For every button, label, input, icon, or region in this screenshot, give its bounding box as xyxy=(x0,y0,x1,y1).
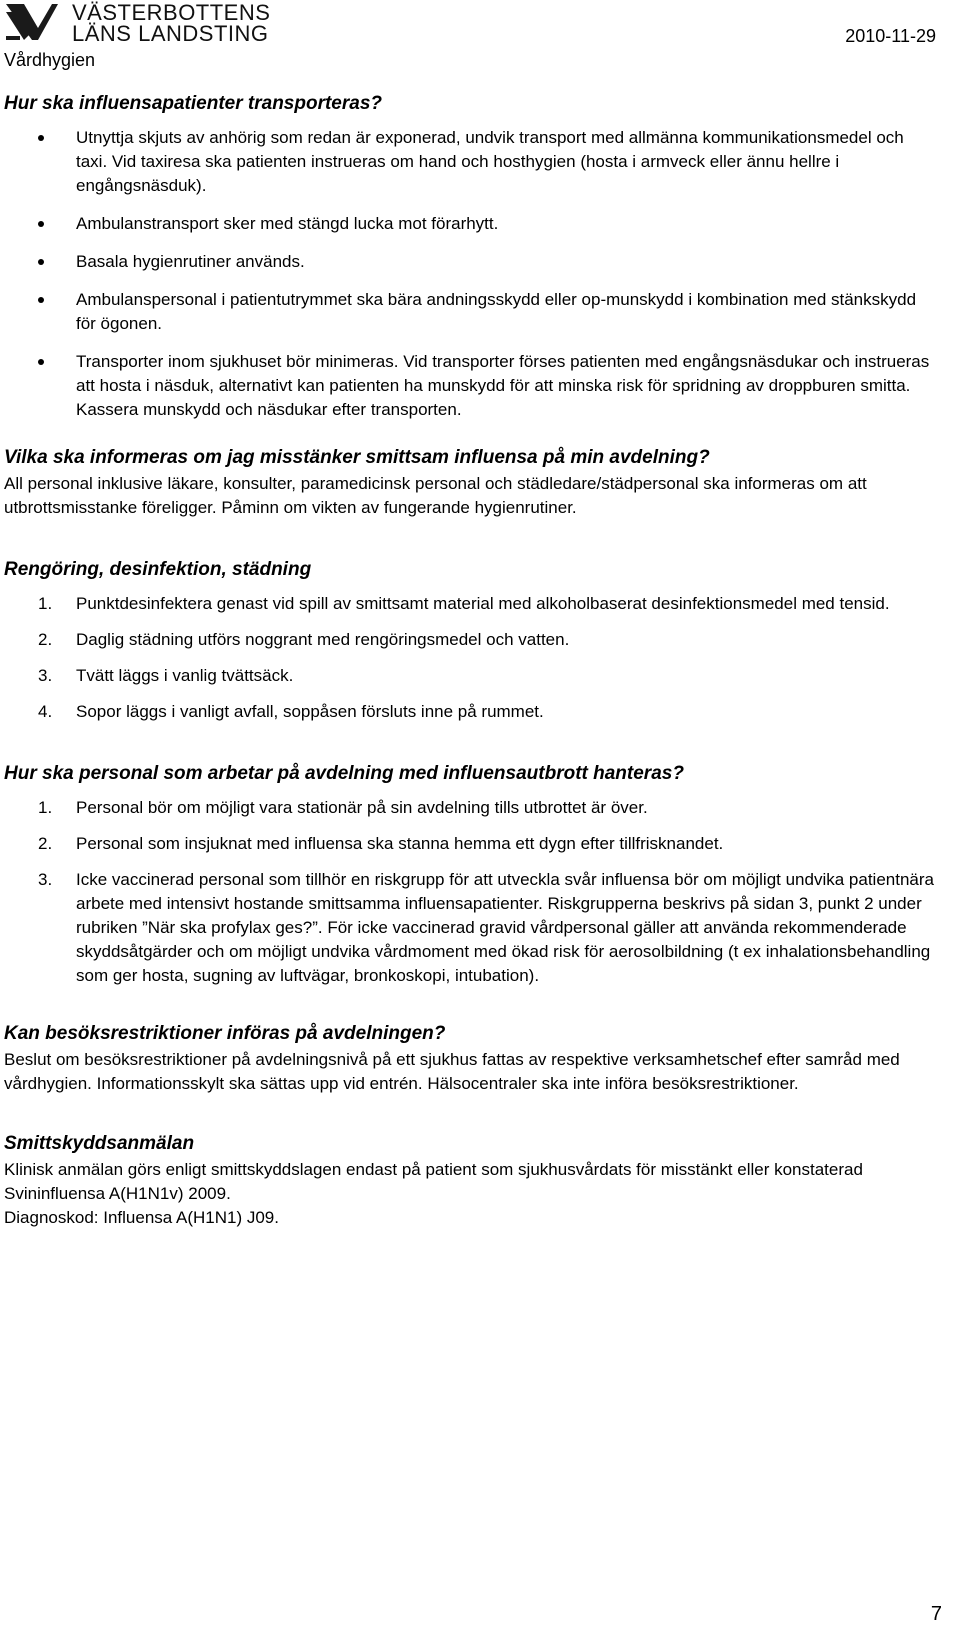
page-header xyxy=(0,0,960,80)
bullet-icon xyxy=(38,297,44,303)
section-heading: Vilka ska informeras om jag misstänker smittsam influensa på min avdelning? xyxy=(4,447,710,468)
section-heading: Rengöring, desinfektion, städning xyxy=(4,559,312,580)
section-transport xyxy=(4,90,934,422)
org-name-line2: LÄNS LANDSTING xyxy=(72,21,269,46)
section-visits xyxy=(4,1020,934,1096)
list-item: 2. Personal som insjuknat med influensa ska stanna hemma ett dygn efter tillfrisknandet. xyxy=(38,834,724,853)
numbered-list xyxy=(4,592,934,724)
section-cleaning xyxy=(4,556,934,724)
section-report xyxy=(4,1130,934,1230)
section-inform xyxy=(4,444,934,520)
list-item: 3. Tvätt läggs i vanlig tvättsäck. xyxy=(38,666,294,685)
numbered-list xyxy=(4,796,934,988)
org-name-line1: VÄSTERBOTTENS xyxy=(72,0,271,25)
organization-logo xyxy=(4,2,270,44)
list-item: Ambulanstransport sker med stängd lucka mot förarhytt. xyxy=(4,212,934,236)
list-item: 3. Icke vaccinerad personal som tillhör en riskgrupp för att utveckla svår influensa bör om möjligt undvika patientnära arbete med intensivt hostande smittsamma influensapatienter. Riskgrupperna beskrivs på sidan 3, punkt 2 under rubriken ”När ska profylax ges?”. För icke vaccinerad gravid vårdpersonal gäller att använda rekommenderade skyddsåtgärder och om möjligt undvika vårdmoment med ökad risk för aerosolbildning (t ex inhalationsbehandling som ger hosta, sugning av luftvägar, bronkoskopi, intubation). xyxy=(38,870,934,985)
document-date: 2010-11-29 xyxy=(845,26,936,46)
section-heading: Hur ska influensapatienter transporteras? xyxy=(4,93,382,114)
list-item: Basala hygienrutiner används. xyxy=(4,250,934,274)
list-item: 4. Sopor läggs i vanligt avfall, soppåsen försluts inne på rummet. xyxy=(38,702,544,721)
list-item: 1. Personal bör om möjligt vara stationär på sin avdelning tills utbrottet är över. xyxy=(38,798,648,817)
list-item: Transporter inom sjukhuset bör minimeras. Vid transporter förses patienten med engångsnäsdukar och instrueras att hosta i näsduk, alternativt kan patienten ha munskydd för att minska risk för spridning av droppburen smitta. Kassera munskydd och näsdukar efter transporten. xyxy=(4,350,934,422)
landsting-logo-icon xyxy=(4,2,60,42)
page-number: 7 xyxy=(930,1603,942,1625)
list-item: Utnyttja skjuts av anhörig som redan är exponerad, undvik transport med allmänna kommunikationsmedel och taxi. Vid taxiresa ska patienten instrueras om hand och hosthygien (hosta i armveck eller ännu hellre i engångsnäsduk). xyxy=(4,126,934,198)
bullet-icon xyxy=(38,359,44,365)
paragraph: Klinisk anmälan görs enligt smittskyddslagen endast på patient som sjukhusvårdats för misstänkt eller konstaterad Svininfluensa A(H1N1v) 2009. xyxy=(4,1160,863,1203)
list-item: 1. Punktdesinfektera genast vid spill av smittsamt material med alkoholbaserat desinfektionsmedel med tensid. xyxy=(38,594,890,613)
bullet-list xyxy=(4,126,934,422)
bullet-icon xyxy=(38,259,44,265)
bullet-icon xyxy=(38,135,44,141)
section-heading: Hur ska personal som arbetar på avdelning med influensautbrott hanteras? xyxy=(4,763,684,784)
bullet-icon xyxy=(38,221,44,227)
section-heading: Kan besöksrestriktioner införas på avdelningen? xyxy=(4,1023,446,1044)
section-heading: Smittskyddsanmälan xyxy=(4,1133,195,1154)
unit-name: Vårdhygien xyxy=(4,50,96,70)
paragraph: All personal inklusive läkare, konsulter, paramedicinsk personal och städledare/städpersonal ska informeras om att utbrottsmisstanke föreligger. Påminn om vikten av fungerande hygienrutiner. xyxy=(4,474,867,517)
document-body xyxy=(4,90,934,1230)
list-item: 2. Daglig städning utförs noggrant med rengöringsmedel och vatten. xyxy=(38,630,570,649)
paragraph: Diagnoskod: Influensa A(H1N1) J09. xyxy=(4,1208,279,1227)
section-staff xyxy=(4,760,934,988)
paragraph: Beslut om besöksrestriktioner på avdelningsnivå på ett sjukhus fattas av respektive verksamhetschef efter samråd med vårdhygien. Informationsskylt ska sättas upp vid entrén. Hälsocentraler ska inte införa besöksrestriktioner. xyxy=(4,1050,900,1093)
list-item: Ambulanspersonal i patientutrymmet ska bära andningsskydd eller op-munskydd i kombination med stänkskydd för ögonen. xyxy=(4,288,934,336)
